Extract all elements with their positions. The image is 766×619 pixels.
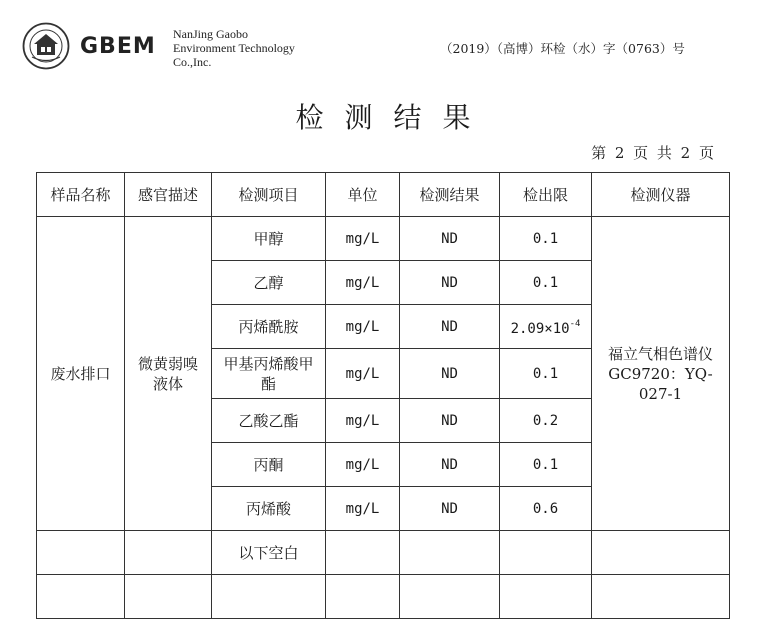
test-item-line: 甲基丙烯酸甲 [223,354,314,373]
unit-cell: mg/L [326,261,400,305]
limit-cell [500,305,592,349]
company-seal-logo [22,22,70,70]
empty-cell [500,575,592,619]
result-cell: ND [400,399,500,443]
header-result: 检测结果 [400,173,500,217]
page-indicator: 第 2 页 共 2 页 [591,144,716,162]
company-logo-text: GBEM [80,34,156,59]
empty-cell [326,575,400,619]
company-name-line: NanJing Gaobo [173,27,248,41]
result-cell: ND [400,349,500,399]
limit-cell: 0.1 [500,261,592,305]
empty-cell [37,575,125,619]
test-item-cell: 乙酸乙酯 [212,399,326,443]
header-unit: 单位 [326,173,400,217]
description-cell [125,217,212,531]
empty-cell [125,575,212,619]
blank-note-cell: 以下空白 [212,531,326,575]
unit-cell: mg/L [326,487,400,531]
unit-cell: mg/L [326,443,400,487]
empty-cell [400,531,500,575]
limit-cell: 0.1 [500,217,592,261]
unit-cell: mg/L [326,217,400,261]
header-instrument: 检测仪器 [592,173,730,217]
limit-exponent: -4 [569,319,581,329]
unit-cell: mg/L [326,399,400,443]
unit-cell: mg/L [326,349,400,399]
instrument-line: 福立气相色谱仪 [607,344,713,363]
result-cell: ND [400,443,500,487]
limit-base: 2.09×10 [510,321,570,337]
company-name-line: Environment Technology [173,41,295,55]
header-sample-name: 样品名称 [37,173,125,217]
table-header-row [37,173,730,217]
header-description: 感官描述 [125,173,212,217]
test-item-cell [212,349,326,399]
page-title: 检测结果 [295,101,492,134]
description-line: 微黄弱嗅 [137,354,198,373]
table-row [37,217,730,261]
table-row [37,575,730,619]
sample-name-cell: 废水排口 [37,217,125,531]
report-number: （2019）（高博）环检（水）字（0763）号 [440,41,685,56]
company-name [173,27,295,69]
empty-cell [500,531,592,575]
test-item-cell: 甲醇 [212,217,326,261]
limit-cell: 0.6 [500,487,592,531]
test-item-cell: 丙烯酰胺 [212,305,326,349]
header-detection-limit: 检出限 [500,173,592,217]
unit-cell: mg/L [326,305,400,349]
empty-cell [592,531,730,575]
result-cell: ND [400,487,500,531]
empty-cell [212,575,326,619]
empty-cell [400,575,500,619]
test-item-cell: 丙酮 [212,443,326,487]
empty-cell [125,531,212,575]
empty-cell [37,531,125,575]
result-cell: ND [400,217,500,261]
test-item-cell: 乙醇 [212,261,326,305]
limit-cell: 0.1 [500,443,592,487]
description-line: 液体 [152,374,183,393]
empty-cell [592,575,730,619]
header-test-item: 检测项目 [212,173,326,217]
limit-cell: 0.2 [500,399,592,443]
result-cell: ND [400,261,500,305]
test-item-line: 酯 [260,374,276,393]
limit-cell: 0.1 [500,349,592,399]
result-cell: ND [400,305,500,349]
instrument-line: GC9720：YQ-027-1 [608,364,713,403]
test-item-cell: 丙烯酸 [212,487,326,531]
company-name-line: Co.,Inc. [173,55,212,69]
table-row [37,531,730,575]
empty-cell [326,531,400,575]
instrument-cell [592,217,730,531]
results-table [36,172,730,619]
